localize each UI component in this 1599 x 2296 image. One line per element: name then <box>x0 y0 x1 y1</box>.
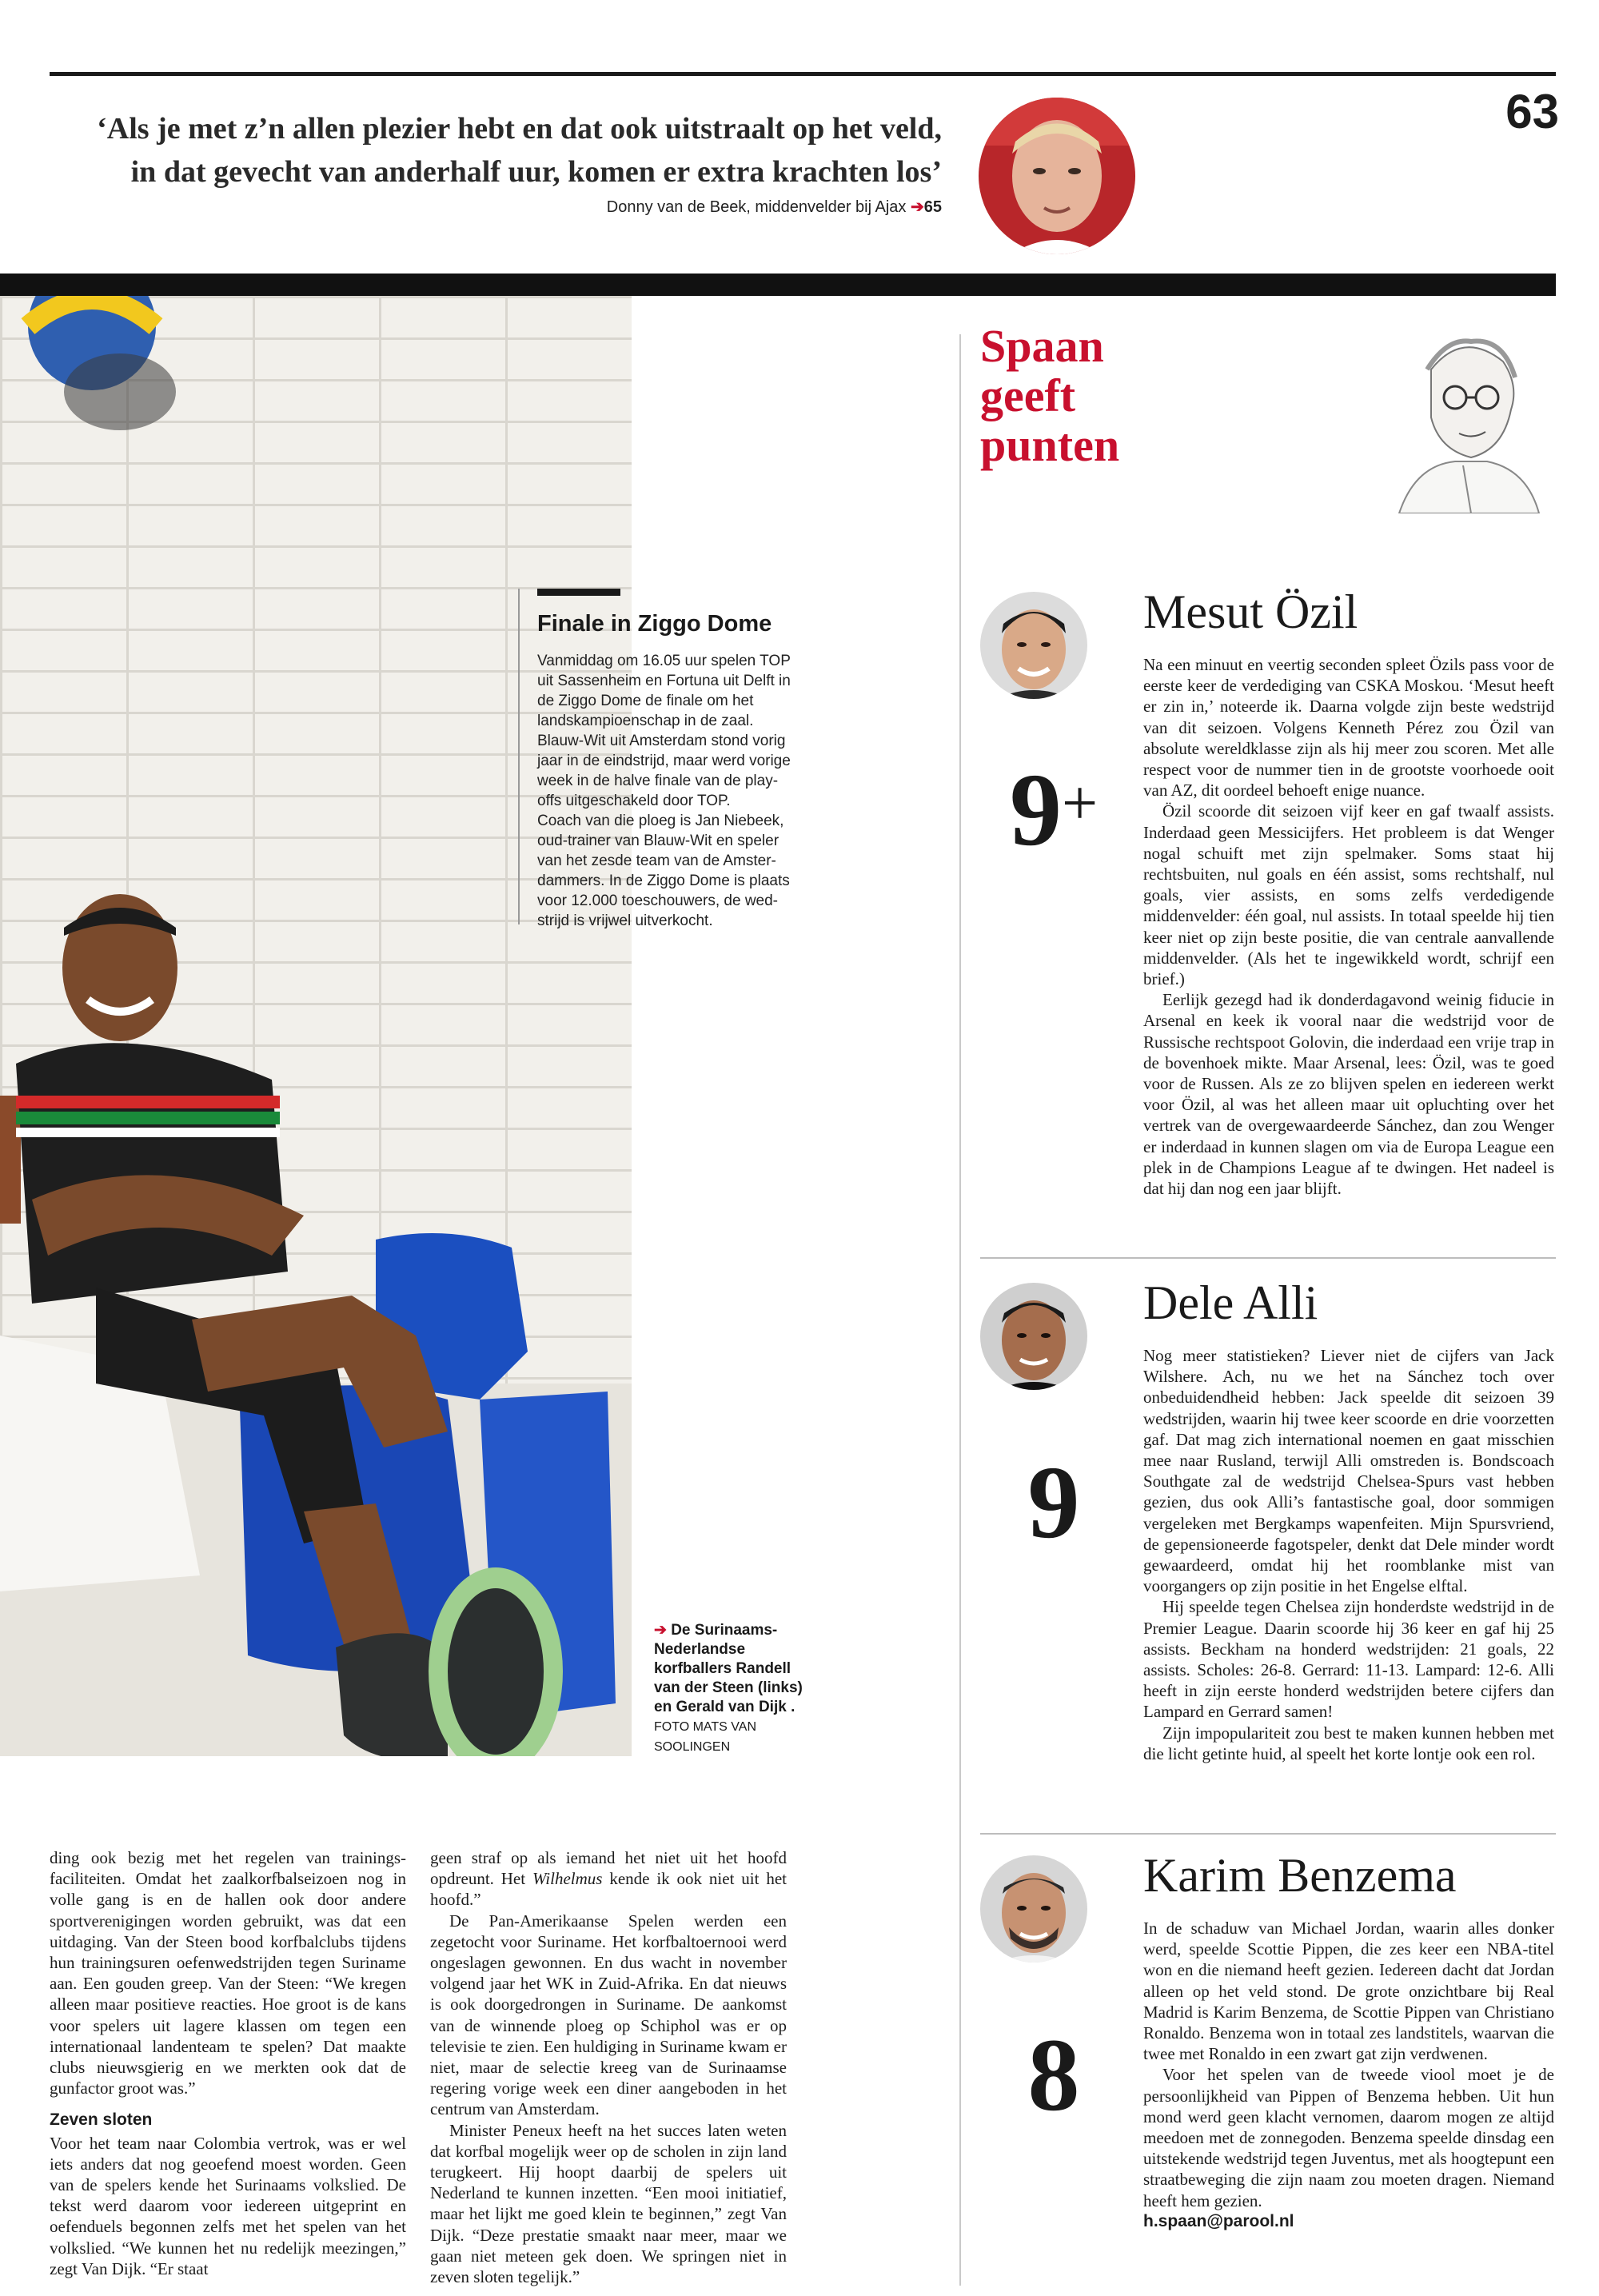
column-title-line: geeft <box>980 369 1076 421</box>
photo-credit: FOTO MATS VAN SOOLINGEN <box>654 1720 757 1754</box>
header-quote-line-1: ‘Als je met z’n allen plezier hebt en dat ook uitstraalt op het veld, <box>97 112 942 146</box>
quote-attribution-text: Donny van de Beek, middenvelder bij Ajax <box>606 198 907 216</box>
sidebar-line: de Ziggo Dome de finale om het <box>537 693 754 709</box>
article-paragraph: De Pan-Amerikaanse Spelen werden een zegetocht voor Suriname. Het korfbaltoernooi werd ongeslagen gewonnen. En dus wacht in november volgend jaar het WK in Zuid-Afrika. En dat nieuws is ook doorgedrongen in Suriname. De aankomst van de winnende ploeg op Schiphol was er op televisie te zien. Een huldiging in Suriname kwam er niet, maar de selectie kreeg van de Surinaamse regering vorige week een diner aangeboden in het centrum van Amsterdam. <box>430 1911 787 2119</box>
header-quote-attribution <box>400 197 942 217</box>
arrow-right-icon: ➔ <box>910 198 924 216</box>
columnist-email[interactable]: h.spaan@parool.nl <box>1143 2211 1294 2230</box>
caption-lead: De Surinaams-Nederlandse korfballers Randell van der Steen (links) en Gerald van Dijk . <box>654 1622 803 1715</box>
article-text: geen straf op als iemand het niet uit het hoofd opdreunt. Het <box>430 1848 787 1889</box>
column-title-line: Spaan <box>980 320 1104 372</box>
sidebar-line: Blauw-Wit uit Amsterdam stond vorig <box>537 733 786 749</box>
article-text: kende ik ook niet uit het hoofd.” <box>430 1869 787 1910</box>
sidebar-line: offs uitgeschakeld door TOP. <box>537 793 731 809</box>
player-text <box>1143 654 1554 1199</box>
sidebar-line: week in de halve finale van de play- <box>537 773 779 789</box>
sidebar-body <box>537 651 817 931</box>
player-portrait <box>980 1283 1087 1390</box>
column-paragraph: Zijn impopulariteit zou best te maken kunnen hebben met die licht getinte huid, al speelt het korte lontje ook een rol. <box>1143 1723 1554 1763</box>
article-subhead: Zeven sloten <box>50 2110 153 2130</box>
sidebar-line: landskampioenschap in de zaal. <box>537 713 754 729</box>
player-name: Mesut Özil <box>1143 585 1358 638</box>
article-paragraph: Voor het team naar Colombia vertrok, was er wel iets anders dat nog geoefend moest worden. Geen van de spelers kende het Surinaams volkslied. De tekst werd daarom voor iedereen uitgeprint en oefenduels begonnen zelfs met het spelen van het volkslied. “We kunnen het nu redelijk meezingen,” zegt Van Dijk. “Er staat <box>50 2133 406 2278</box>
columnist-sketch-icon <box>1383 313 1543 513</box>
photo-illustration <box>0 296 632 1756</box>
article-photo <box>0 296 632 1756</box>
player-grade <box>980 753 1127 868</box>
article-column-1 <box>50 1847 406 2279</box>
column-paragraph: Nog meer statistieken? Liever niet de cijfers van Jack Wilshere. Ach, nu we het na Sánchez toch over onbeduidendheid hebben: Jack speelde dit seizoen 39 wedstrijden, waarin hij twee keer scoorde en drie voorzetten gaf. Dat mag zich international noemen en gaat misschien mee naar Rusland, terwijl Alli omstreden is. Bondscoach Southgate zal de wedstrijd Chelsea-Spurs vast hebben gezien, dus ook Alli’s fantastische goal, door sommigen vergeleken met Bergkamps wapenfeiten. Mijn Spursvriend, de gepensioneerde fagotspeler, denkt dat Dele minder wordt gewaardeerd, omdat hij het roomblanke mist van voorgangers op zijn positie in het Engelse elftal. <box>1143 1346 1554 1596</box>
column-paragraph: Na een minuut en veertig seconden spleet Özils pass voor de eerste keer de verdediging van CSKA Moskou. ‘Mesut heeft er zin in,’ noteerde ik. Daarna volgde zijn beste wedstrijd van dit seizoen. Volgens Kenneth Pérez zou Özil van absolute wereldklasse zijn als hij meer zou scoren. Met alle respect voor de nummer tien in de grootste voorhoede ooit van AZ, dit oordeel behoeft enige nuance. <box>1143 655 1554 801</box>
player-face-icon <box>980 1855 1087 1963</box>
player-grade <box>980 2018 1127 2133</box>
player-name: Karim Benzema <box>1143 1849 1457 1902</box>
column-paragraph: Özil scoorde dit seizoen vijf keer en gaf twaalf assists. Inderdaad geen Messicijfers. Het probleem is dat Wenger nogal schuift met zijn spelmaker. Soms staat hij rechtsbuiten, nul goals en één assist, soms rechtshalf, nul goals, vier assists, en soms zelfs verdedigende middenvelder: één goal, nul assists. In totaal speelde hij tien keer niet op zijn beste positie, die van centrale aanvallende middenvelder. (Als het te ingewikkeld wordt, schrijf een brief.) <box>1143 801 1554 989</box>
player-name: Dele Alli <box>1143 1276 1318 1329</box>
article-paragraph: Minister Peneux heeft na het succes laten weten dat korfbal mogelijk weer op de scholen in zijn land terugkeert. Hij hoopt daarbij de spelers uit Nederland te kunnen inzetten. “Een mooi initiatief, maar het lijkt me goed klein te beginnen,” zegt Van Dijk. “Deze prestatie smaakt naar meer, maar we gaan niet meteen gek doen. We springen niet in zeven sloten tegelijk.” <box>430 2120 787 2287</box>
sidebar-line: Vanmiddag om 16.05 uur spelen TOP <box>537 653 791 669</box>
quote-page-ref[interactable]: 65 <box>923 198 942 216</box>
grade-value: 8 <box>1027 2018 1080 2133</box>
photo-caption <box>654 1621 806 1757</box>
sidebar-title: Finale in Ziggo Dome <box>537 611 772 637</box>
header-quote-line-2: in dat gevecht van anderhalf uur, komen er extra krachten los’ <box>130 155 942 189</box>
sidebar-line: uit Sassenheim en Fortuna uit Delft in <box>537 673 791 689</box>
sidebar-line: Coach van die ploeg is Jan Niebeek, <box>537 813 784 829</box>
article-column-2 <box>430 1847 787 2287</box>
article-paragraph: ding ook bezig met het regelen van trainings-faciliteiten. Omdat het zaalkorfbalseizoen nog in volle gang is en de hallen ook door andere sportverenigingen worden gebruikt, was dat een uitdaging. Van der Steen bood korfbalclubs tijdens hun trainingsuren oefenwedstrijden tegen Suriname aan. Een gouden greep. Van der Steen: “We kregen alleen maar positieve reacties. Hoe groot is de kans voor spelers uit lagere klassen om tegen een internationaal landenteam te spelen? Dat maakte clubs nieuwsgierig en we merkten ook dat de gunfactor groot was.” <box>50 1848 406 2098</box>
article-paragraph <box>430 1847 787 1911</box>
grade-value: 9 <box>1009 753 1062 868</box>
sidebar-line: voor 12.000 toeschouwers, de wed- <box>537 892 779 909</box>
top-rule <box>50 72 1556 76</box>
sidebar-line: oud-trainer van Blauw-Wit en speler <box>537 833 780 849</box>
arrow-right-icon: ➔ <box>654 1622 667 1639</box>
player-text <box>1143 1918 1554 2232</box>
column-paragraph: Voor het spelen van de tweede viool moet je de persoonlijkheid van Pippen of Benzema hebben. Uit hun mond werd geen klacht vernomen, daarom mogen ze altijd meedoen met de zonnegoden. Benzema speelde dinsdag een uitstekende wedstrijd tegen Juventus, met als hoogtepunt een straatbeweging die zijn naam zou moeten dragen. Niemand heeft hem gezien. <box>1143 2065 1554 2210</box>
column-title <box>980 321 1119 470</box>
grade-value: 9 <box>1027 1445 1080 1560</box>
column-paragraph: Hij speelde tegen Chelsea zijn honderdste wedstrijd in de Premier League. Daarin scoorde hij 36 keer en gaf hij 25 assists. Beckham na honderd wedstrijden: 21 goals, 22 assists. Scholes: 26-8. Gerrard: 11-13. Lampard: 12-6. Alli heeft in zijn eerste honderd wedstrijden betere cijfers dan Lampard en Gerrard samen! <box>1143 1597 1554 1722</box>
sidebar-line: jaar in de eindstrijd, maar werd vorige <box>537 753 791 769</box>
sidebar-line: van het zesde team van de Amster- <box>537 853 776 869</box>
anthem-title: Wilhelmus <box>532 1869 603 1889</box>
player-face-icon <box>979 98 1135 254</box>
player-grade <box>980 1445 1127 1560</box>
player-face-icon <box>980 592 1087 699</box>
column-divider <box>959 334 961 2286</box>
column-title-line: punten <box>980 419 1120 471</box>
player-portrait <box>980 592 1087 699</box>
sidebar-rule <box>518 589 520 924</box>
page-number: 63 <box>1505 85 1559 138</box>
sidebar-line: dammers. In de Ziggo Dome is plaats <box>537 872 790 889</box>
grade-suffix: + <box>1061 769 1099 839</box>
player-separator <box>980 1833 1556 1835</box>
sidebar-line: strijd is vrijwel uitverkocht. <box>537 912 713 929</box>
header-portrait <box>979 98 1135 254</box>
header-quote <box>56 107 942 194</box>
header-divider <box>0 274 1556 296</box>
column-paragraph: In de schaduw van Michael Jordan, waarin alles donker werd, speelde Scottie Pippen, die zes keer een NBA-titel won en die niemand heeft gezien. Iedereen dacht dat Jordan alleen op het veld stond. De grote onzichtbare bij Real Madrid is Karim Benzema, de Scottie Pippen van Christiano Ronaldo. Benzema won in totaal zes landstitels, waarvan die twee met Ronaldo in een zwart gat zijn verdwenen. <box>1143 1919 1554 2064</box>
player-face-icon <box>980 1283 1087 1390</box>
player-separator <box>980 1257 1556 1259</box>
player-portrait <box>980 1855 1087 1963</box>
column-paragraph: Eerlijk gezegd had ik donderdagavond weinig fiducie in Arsenal en keek ik vooral naar die wedstrijd voor de Russische rechtspoot Golovin, die inderdaad een vrije trap in de bovenhoek mikte. Maar Arsenal, lees: Özil, was te goed voor de Russen. Als ze zo blijven spelen en iedereen werkt voor Özil, al was het alleen maar uit opluchting over het vertrek van de overgewaardeerde Sánchez, dan zou Wenger er inderdaad in kunnen slagen om via de Europa League een plek in de Champions League af te dwingen. Het nadeel is dat hij dan nog een jaar blijft. <box>1143 990 1554 1199</box>
sidebar-bar <box>537 589 620 596</box>
player-text <box>1143 1345 1554 1764</box>
